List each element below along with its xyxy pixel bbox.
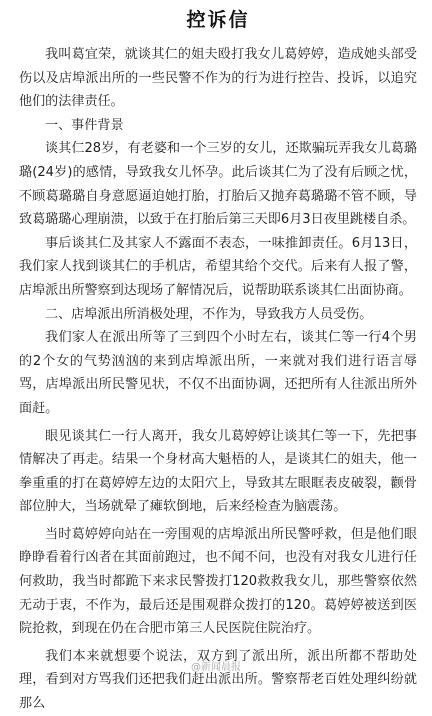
section-2-paragraph-3: 当时葛婷婷向站在一旁围观的店埠派出所民警呼救，但是他们眼睁睁看着行凶者在其面前跑过，也不闻不问，也没有对我女儿进行任何救助，我当时都跪下来求民警拨打120救救我女儿，那些警察依然无动于衷，不作为，最后还是围观群众拨打的120。葛婷婷被送到医院抢救，到现在仍在合肥市第三人民医院住院治疗。	[19, 526, 417, 637]
source-watermark: @新闻晨报	[191, 662, 241, 673]
section-1-heading: 一、事件背景	[45, 117, 124, 133]
section-1-paragraph-2: 事后谈其仁及其家人不露面不表态，一味推卸责任。6月13日，我们家人找到谈其仁的手机店，希望其给个交代。后来有人报了警，店埠派出所警察到达现场了解情况后，说帮助联系谈其仁出面协商。	[19, 235, 417, 298]
section-2-paragraph-4: 我们本来就想要个说法，双方到了派出所，派出所都不帮助处理，看到对方骂我们还把我们赶出派出所。警察帮老百姓处理纠纷就那么	[19, 648, 417, 712]
section-2-heading: 二、店埠派出所消极处理，不作为，导致我方人员受伤。	[45, 306, 373, 322]
section-2-paragraph-2: 眼见谈其仁一行人离开，我女儿葛婷婷让谈其仁等一下，先把事情解决了再走。结果一个身材高大魁梧的人，是谈其仁的姐夫，他一拳重重的打在葛婷婷左边的太阳穴上，导致其左眼眶表皮破裂，颧骨部位肿大，当场就晕了瘫软倒地，后来经检查为脑震荡。	[19, 428, 417, 515]
section-1-paragraph-1: 谈其仁28岁，有老婆和一个三岁的女儿，还欺骗玩弄我女儿葛璐璐(24岁)的感情，导致我女儿怀孕。此后谈其仁为了没有后顾之忧，不顾葛璐璐自身意愿逼迫她打胎，打胎后又抛弃葛璐璐不管不顾，导致葛璐璐心理崩溃，以致于在打胎后第三天即6月3日夜里跳楼自杀。	[19, 141, 417, 228]
intro-paragraph: 我叫葛宜荣，就谈其仁的姐夫殴打我女儿葛婷婷，造成她头部受伤以及店埠派出所的一些民警不作为的行为进行控告、投诉，以追究他们的法律责任。	[19, 47, 417, 110]
section-2-paragraph-1: 我们家人在派出所等了三到四个小时左右，谈其仁等一行4个男的2个女的气势汹汹的来到店埠派出所，一来就对我们进行语言辱骂，店埠派出所民警见状，不仅不出面协调，还把所有人往派出所外面赶。	[19, 330, 417, 416]
document-title: 控诉信	[186, 9, 250, 31]
